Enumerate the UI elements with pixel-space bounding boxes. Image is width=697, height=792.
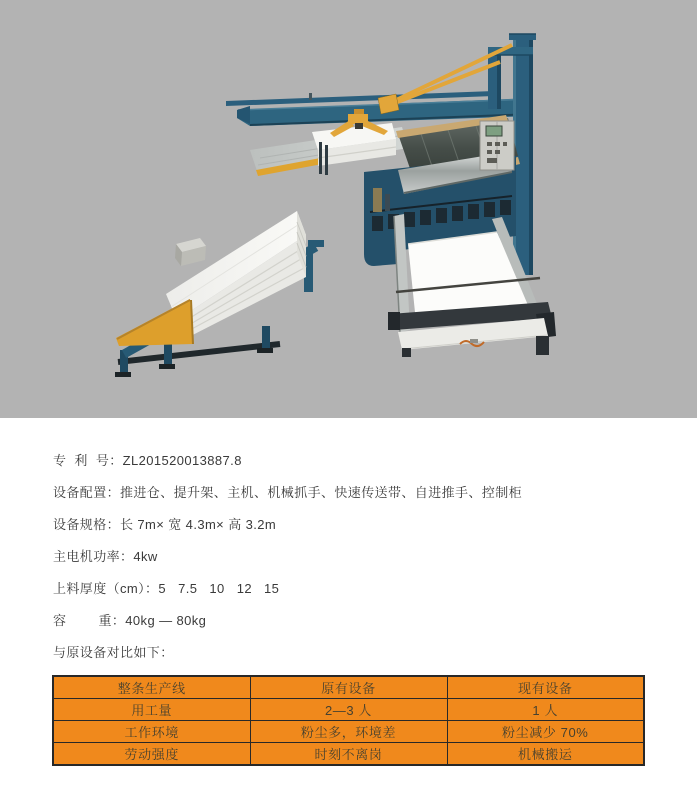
spec-list	[53, 445, 663, 669]
table-cell: 1 人	[447, 699, 644, 721]
table-cell: 原有设备	[250, 676, 447, 699]
table-cell: 粉尘减少 70%	[447, 721, 644, 743]
table-row	[53, 699, 644, 721]
spec-line-bulk-density: 容 重：40kg — 80kg	[53, 613, 207, 628]
table-cell: 机械搬运	[447, 743, 644, 766]
table-cell: 劳动强度	[53, 743, 250, 766]
spec-line-motor-power: 主电机功率：4kw	[53, 549, 158, 564]
table-cell: 粉尘多，环境差	[250, 721, 447, 743]
spec-line-feed-thickness: 上料厚度（cm）：5 7.5 10 12 15	[53, 581, 280, 596]
table-row	[53, 721, 644, 743]
table-cell: 2—3 人	[250, 699, 447, 721]
comparison-intro: 与原设备对比如下：	[53, 645, 174, 660]
comparison-table	[52, 675, 645, 766]
table-cell: 现有设备	[447, 676, 644, 699]
spec-line-configuration: 设备配置：推进仓、提升架、主机、机械抓手、快速传送带、自进推手、控制柜	[53, 485, 523, 500]
table-row	[53, 676, 644, 699]
table-cell: 整条生产线	[53, 676, 250, 699]
table-row	[53, 743, 644, 766]
control-cabinet	[480, 121, 514, 170]
table-cell: 用工量	[53, 699, 250, 721]
spec-line-dimensions: 设备规格：长 7m× 宽 4.3m× 高 3.2m	[53, 517, 277, 532]
table-cell: 时刻不离岗	[250, 743, 447, 766]
spec-line-patent-number: 专 利 号：ZL201520013887.8	[53, 453, 242, 468]
table-cell: 工作环境	[53, 721, 250, 743]
